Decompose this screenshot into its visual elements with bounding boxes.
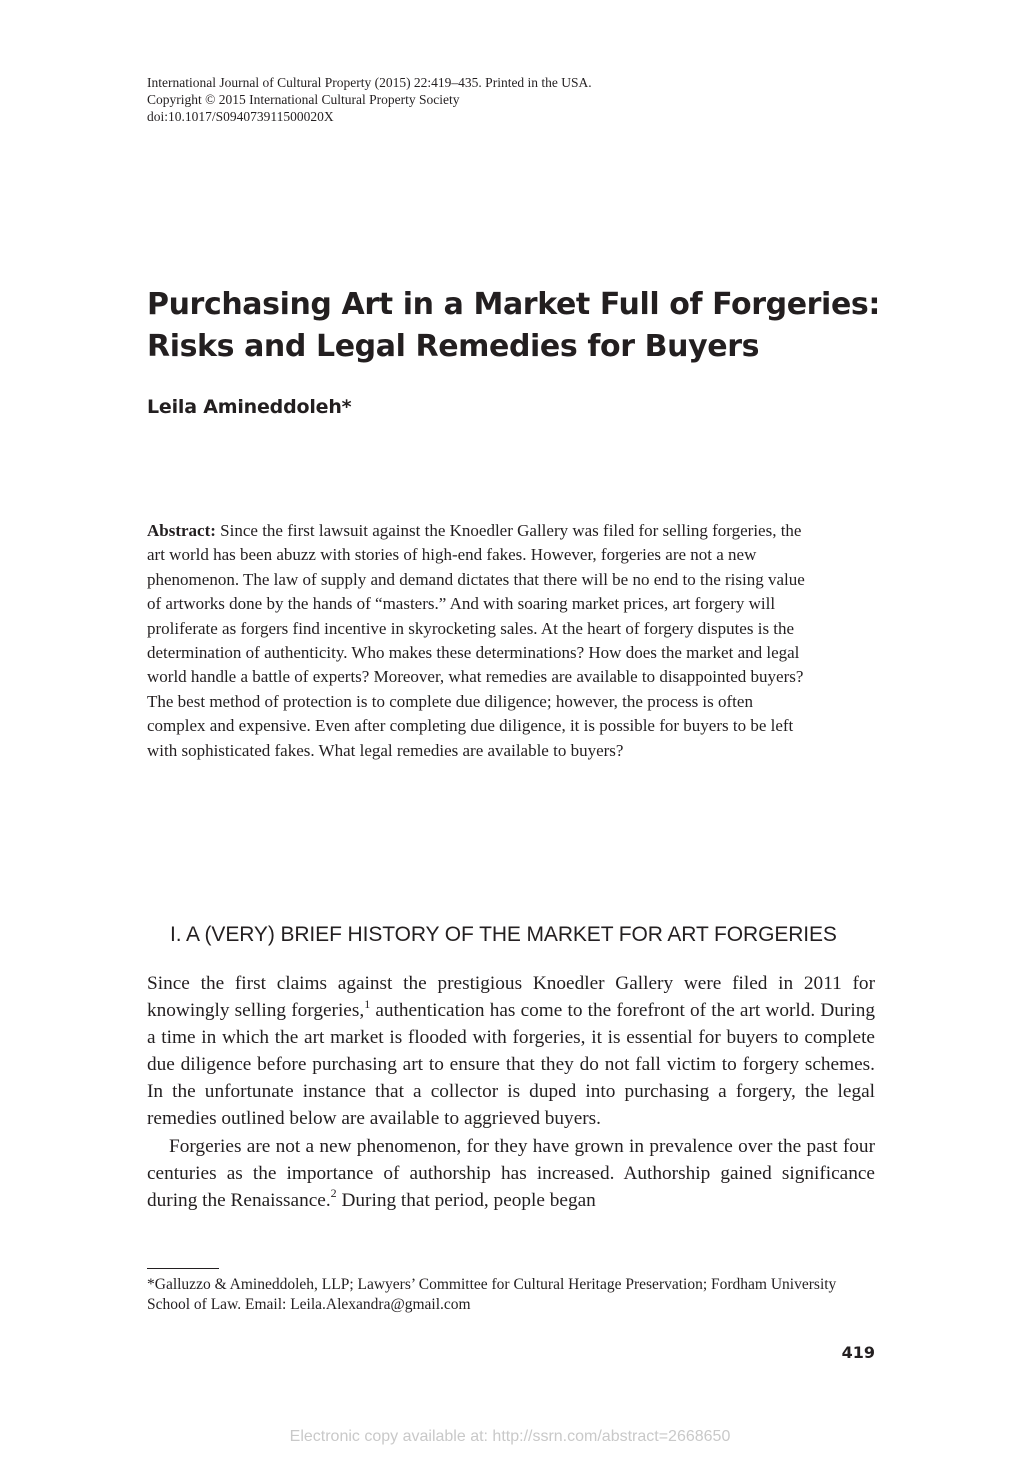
doi: doi:10.1017/S094073911500020X: [147, 109, 334, 124]
abstract-text: Since the first lawsuit against the Knoedler Gallery was filed for selling forgeries, the art world has been abuzz with stories of high-end fakes. However, forgeries are not a new phenomenon. The law of supply and demand dictates that there will be no end to the rising value of artworks done by the hands of “masters.” And with soaring market prices, art forgery will proliferate as forgers find incentive in skyrocketing sales. At the heart of forgery disputes is the determination of authenticity. Who makes these determinations? How does the market and legal world handle a battle of experts? Moreover, what remedies are available to disappointed buyers? The best method of protection is to complete due diligence; however, the process is often complex and expensive. Even after completing due diligence, it is possible for buyers to be left with sophisticated fakes. What legal remedies are available to buyers?: [147, 521, 805, 760]
journal-citation: International Journal of Cultural Property (2015) 22:419–435. Printed in the USA.: [147, 75, 592, 90]
body-text: [147, 970, 875, 1214]
abstract: [147, 519, 807, 763]
paragraph-1-text: Since the first claims against the prestigious Knoedler Gallery were filed in 2011 for knowingly selling forgeries,: [147, 973, 875, 1022]
page-number: 419: [841, 1343, 875, 1362]
section-heading: I. A (VERY) BRIEF HISTORY OF THE MARKET FOR ART FORGERIES: [170, 923, 837, 946]
article-title-line-2: Risks and Legal Remedies for Buyers: [147, 329, 760, 364]
footnote-ref-1: 1: [364, 996, 371, 1011]
footnote-divider: [147, 1268, 219, 1269]
paragraph-1: [147, 970, 875, 1133]
abstract-label: Abstract:: [147, 521, 216, 540]
copyright-notice: Copyright © 2015 International Cultural Property Society: [147, 92, 460, 107]
paragraph-2-text-cont: During that period, people began: [336, 1189, 596, 1211]
paragraph-1-text-cont: authentication has come to the forefront of the art world. During a time in which the art market is flooded with forgeries, it is essential for buyers to complete due diligence before purchasing art to ensure that they do not fall victim to forgery schemes. In the unfortunate instance that a collector is duped into purchasing a forgery, the legal remedies outlined below are available to aggrieved buyers.: [147, 1000, 876, 1130]
article-title-line-1: Purchasing Art in a Market Full of Forgeries:: [147, 287, 880, 322]
paragraph-2: [147, 1133, 875, 1214]
footnote-ref-2: 2: [330, 1186, 337, 1201]
author-footnote: *Galluzzo & Amineddoleh, LLP; Lawyers’ Committee for Cultural Heritage Preservation; Fordham University School of Law. Email: Leila.Alexandra@gmail.com: [147, 1276, 837, 1313]
journal-header: [147, 74, 867, 125]
ssrn-watermark: Electronic copy available at: http://ssrn.com/abstract=2668650: [289, 1428, 731, 1445]
paragraph-2-text: Forgeries are not a new phenomenon, for they have grown in prevalence over the past four centuries as the importance of authorship has increased. Authorship gained significance during the Renaissance.: [147, 1135, 875, 1211]
article-title: [147, 284, 907, 368]
author-name: Leila Amineddoleh*: [147, 396, 352, 418]
